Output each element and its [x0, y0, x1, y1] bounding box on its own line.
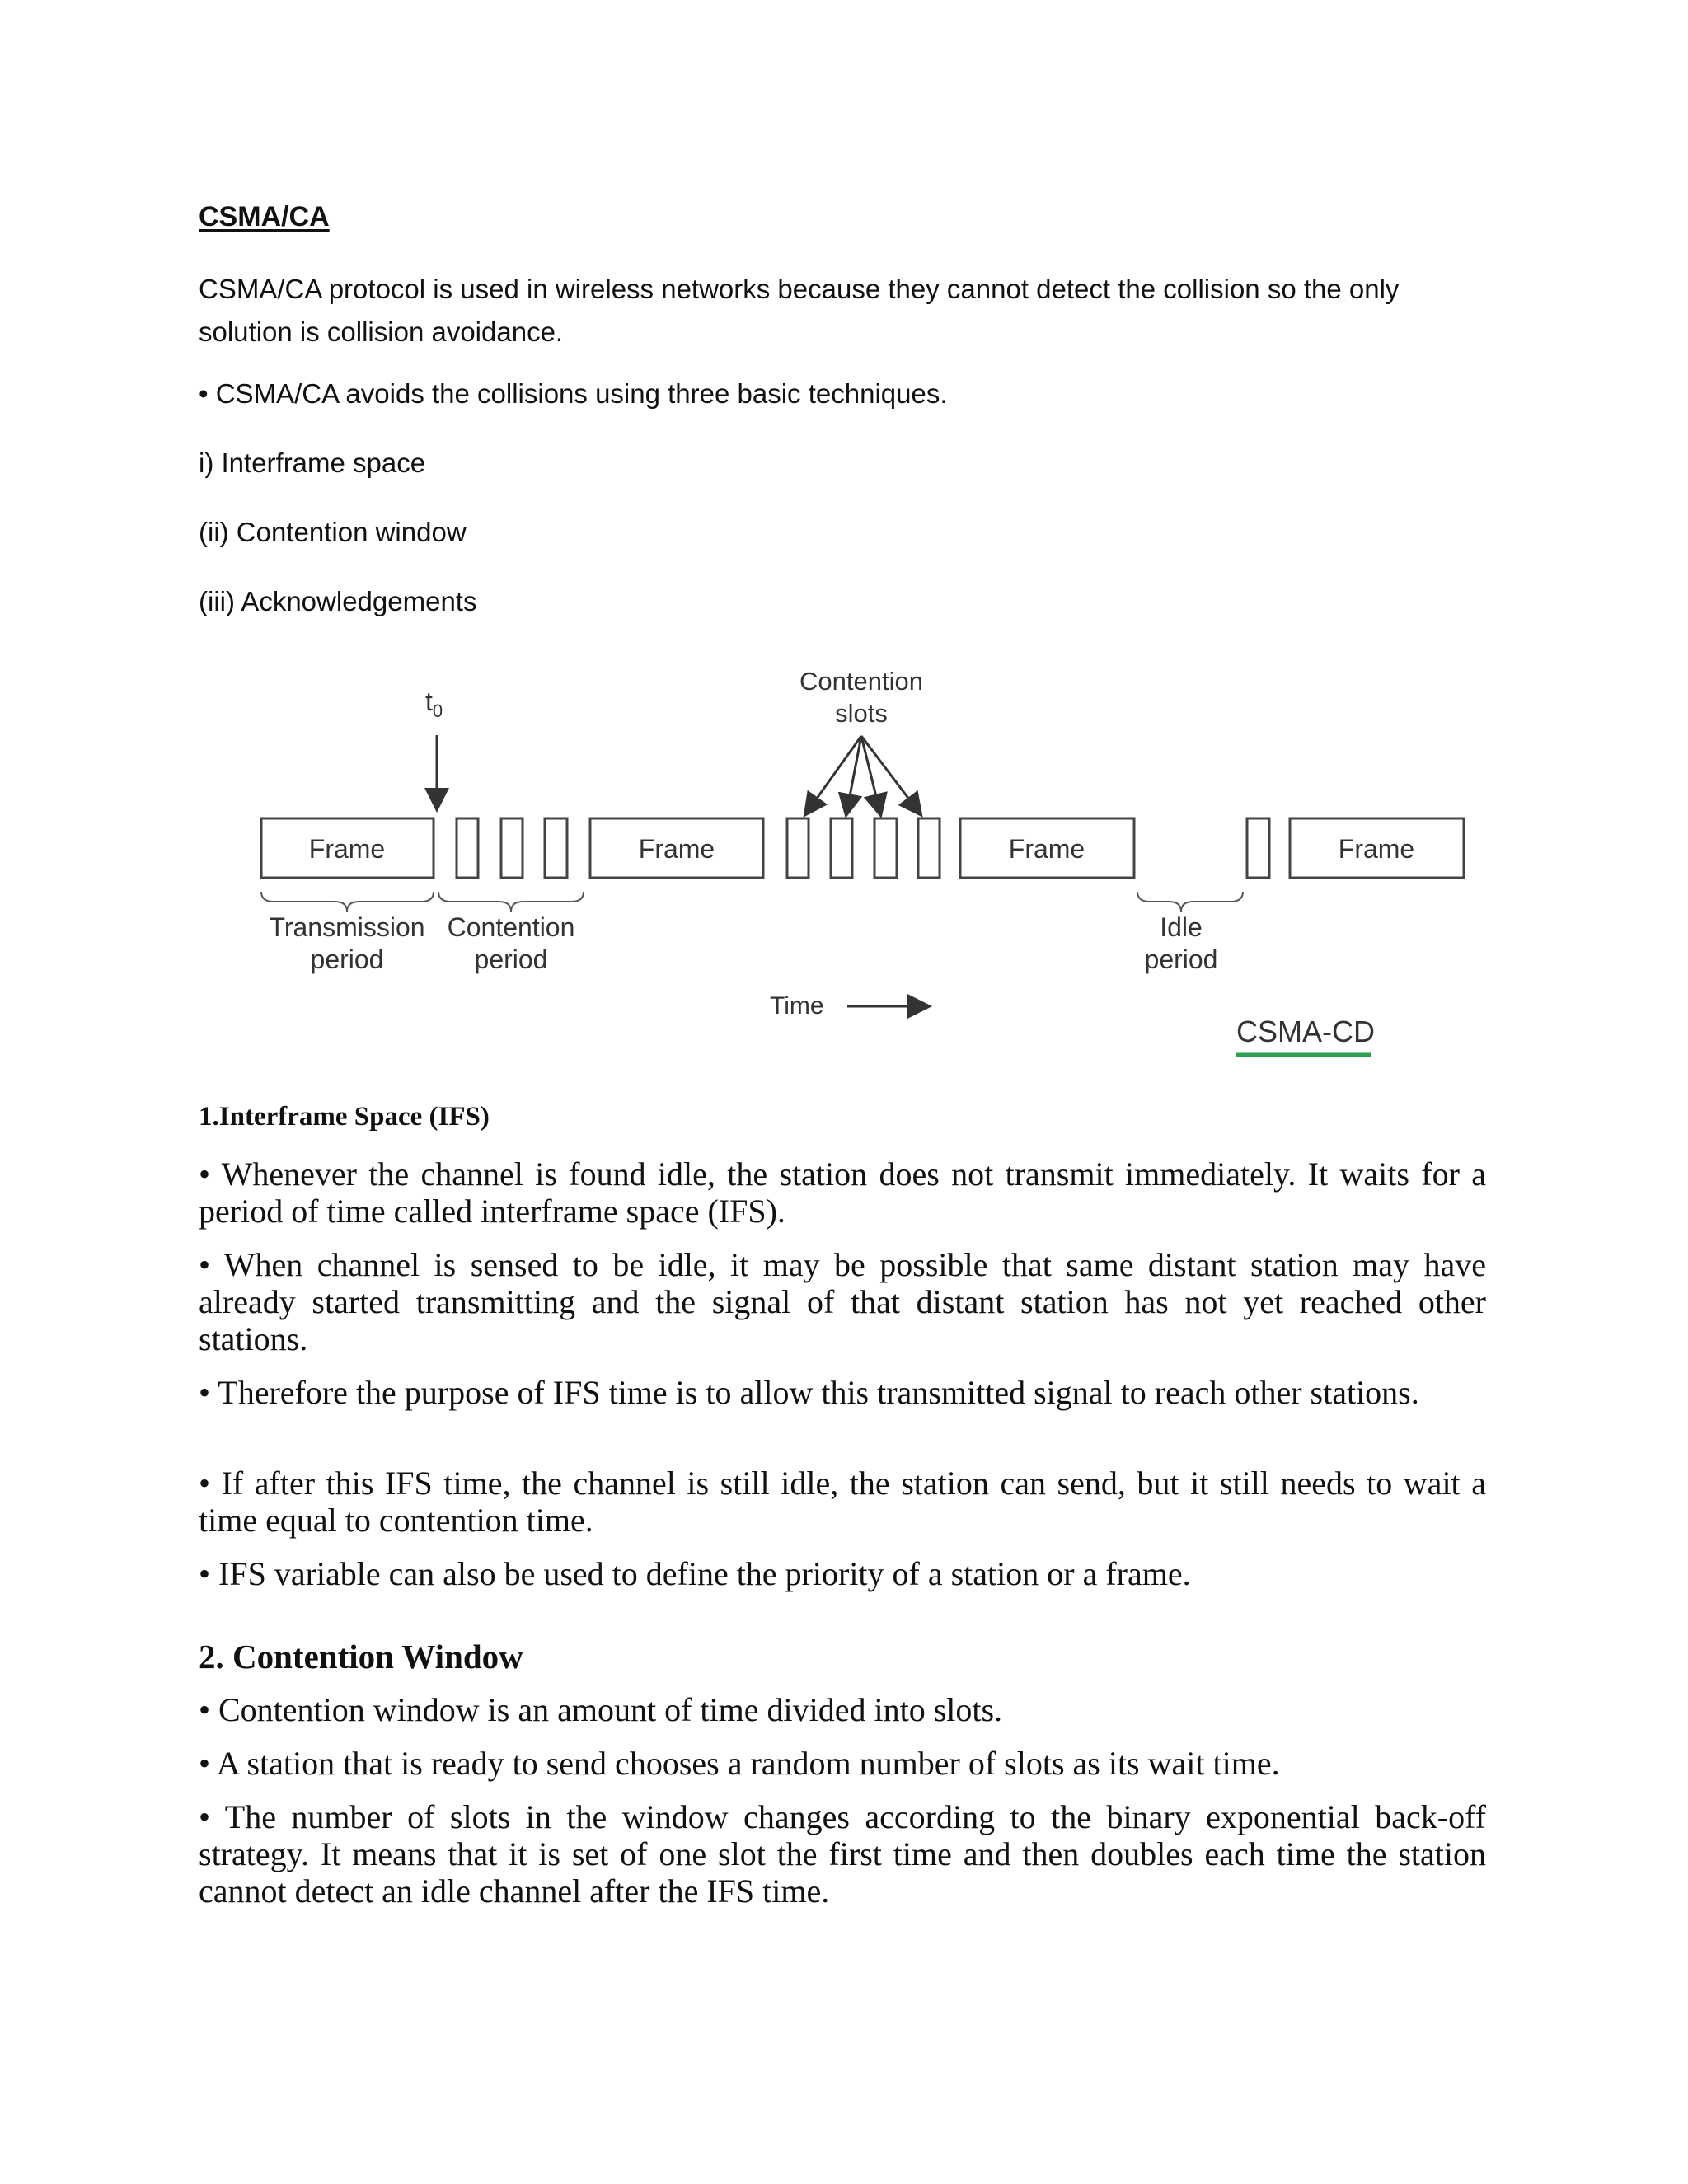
technique-item-2: (ii) Contention window — [199, 517, 467, 547]
contention-period-label-1: Contention — [447, 912, 575, 942]
contention-slot — [545, 818, 567, 878]
section-1-heading: 1.Interframe Space (IFS) — [199, 1102, 490, 1132]
technique-item-1: i) Interframe space — [199, 448, 426, 478]
contention-slot — [918, 818, 940, 878]
diagram-caption: CSMA-CD — [1236, 1015, 1375, 1048]
contention-slots-label-1: Contention — [799, 667, 923, 696]
ifs-bullet-5: • IFS variable can also be used to define the priority of a station or a frame. — [199, 1555, 1191, 1592]
cw-bullet-2: • A station that is ready to send chooses a random number of slots as its wait time. — [199, 1745, 1280, 1782]
frame-label: Frame — [308, 834, 386, 864]
cw-bullet-1: • Contention window is an amount of time divided into slots. — [199, 1691, 1003, 1728]
transmission-period-label-2: period — [310, 944, 384, 974]
frame-label: Frame — [1338, 834, 1415, 864]
contention-slot — [787, 818, 809, 878]
contention-slots-label-2: slots — [835, 699, 888, 728]
frame-label: Frame — [1008, 834, 1085, 864]
section-2-heading: 2. Contention Window — [199, 1638, 523, 1675]
contention-period-label-2: period — [474, 944, 548, 974]
transmission-period-label-1: Transmission — [269, 912, 425, 942]
technique-item-3: (iii) Acknowledgements — [199, 586, 477, 616]
contention-slot — [874, 818, 897, 878]
time-label: Time — [770, 992, 824, 1019]
ifs-bullet-3: • Therefore the purpose of IFS time is to allow this transmitted signal to reach other stations. — [199, 1374, 1419, 1411]
idle-brace — [1137, 892, 1243, 912]
ifs-bullet-4: • If after this IFS time, the channel is still idle, the station can send, but it still needs to wait a time equal to contention time. — [199, 1465, 1486, 1539]
ifs-bullet-2: • When channel is sensed to be idle, it may be possible that same distant station may have already started transmitting and the signal of that distant station has not yet reached other stations. — [199, 1246, 1486, 1357]
csma-timeline-diagram — [247, 659, 1484, 1071]
t0-label: $t_0$ — [425, 687, 443, 721]
ifs-bullet-1: • Whenever the channel is found idle, the station does not transmit immediately. It waits for a period of time called interframe space (IFS). — [199, 1155, 1486, 1230]
contention-brace — [438, 892, 584, 912]
frame-label: Frame — [638, 834, 715, 864]
transmission-brace — [261, 892, 434, 912]
contention-slot — [831, 818, 852, 878]
cw-bullet-3: • The number of slots in the window changes according to the binary exponential back-off strategy. It means that it is set of one slot the first time and then doubles each time the station cannot detect an idle channel after the IFS time. — [199, 1798, 1486, 1910]
contention-slot — [1247, 818, 1269, 878]
page-title: CSMA/CA — [199, 201, 330, 232]
intro-paragraph: CSMA/CA protocol is used in wireless networks because they cannot detect the collision so the only solution is collision avoidance. — [199, 274, 1400, 347]
contention-slot — [501, 818, 523, 878]
contention-slot — [457, 818, 478, 878]
idle-period-label-1: Idle — [1160, 912, 1203, 942]
idle-period-label-2: period — [1144, 944, 1218, 974]
techniques-intro: • CSMA/CA avoids the collisions using three basic techniques. — [199, 378, 948, 409]
